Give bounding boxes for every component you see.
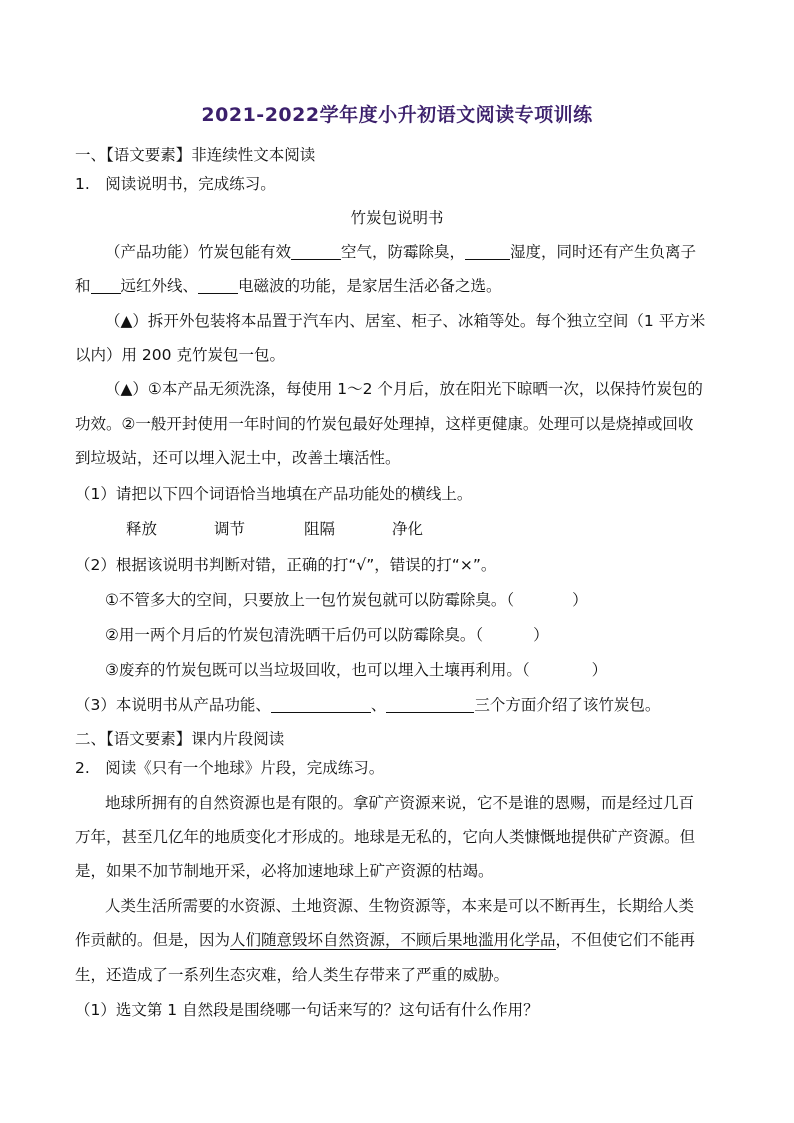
blank-2[interactable] (465, 243, 510, 260)
paragraph-care-line2: 功效。②一般开封使用一年时间的竹炭包最好处理掉，这样更健康。处理可以是烧掉或回收 (75, 415, 694, 433)
page-title: 2021-2022学年度小升初语文阅读专项训练 (201, 104, 593, 126)
question1-intro: 1. 阅读说明书，完成练习。 (75, 175, 276, 193)
paragraph-care-line3: 到垃圾站，还可以埋入泥土中，改善土壤活性。 (75, 449, 401, 467)
word-bank-item: 净化 (392, 520, 424, 538)
question2-intro: 2. 阅读《只有一个地球》片段，完成练习。 (75, 759, 385, 777)
subquestion-2: （2）根据该说明书判断对错，正确的打“√”，错误的打“×”。 (75, 556, 497, 574)
word-bank-item: 阻隔 (304, 520, 336, 538)
blank-6[interactable] (386, 696, 474, 713)
subquestion-3: （3）本说明书从产品功能、 、 三个方面介绍了该竹炭包。 (75, 696, 661, 714)
passage-para2-line2: 作贡献的。但是，因为人们随意毁坏自然资源，不顾后果地滥用化学品，不但使它们不能再 (75, 931, 696, 949)
section2-heading: 二、【语文要素】课内片段阅读 (75, 730, 285, 748)
word-bank-item: 释放 (126, 520, 158, 538)
blank-4[interactable] (198, 277, 238, 294)
paragraph-usage-line2: 以内）用 200 克竹炭包一包。 (75, 346, 285, 364)
paragraph-function-line2: 和 远红外线、 电磁波的功能，是家居生活必备之选。 (75, 277, 502, 295)
underlined-sentence: 人们随意毁坏自然资源，不顾后果地滥用化学品 (230, 931, 556, 949)
paragraph-usage-line1: （▲）拆开外包装将本品置于汽车内、居室、柜子、冰箱等处。每个独立空间（1 平方米 (105, 312, 706, 330)
passage-para1-line2: 万年，甚至几亿年的地质变化才形成的。地球是无私的，它向人类慷慨地提供矿产资源。但 (75, 828, 696, 846)
section2-subquestion-1: （1）选文第 1 自然段是围绕哪一句话来写的？这句话有什么作用？ (75, 1001, 539, 1019)
passage-para1-line3: 是，如果不加节制地开采，必将加速地球上矿产资源的枯竭。 (75, 862, 494, 880)
blank-5[interactable] (271, 696, 371, 713)
passage-para2-line3: 生，还造成了一系列生态灾难，给人类生存带来了严重的威胁。 (75, 966, 510, 984)
word-bank (126, 518, 423, 540)
judgment-3: ③废弃的竹炭包既可以当垃圾回收，也可以埋入土壤再利用。（ ） (105, 661, 608, 679)
judgment-1: ①不管多大的空间，只要放上一包竹炭包就可以防霉除臭。（ ） (105, 591, 588, 609)
paragraph-care-line1: （▲）①本产品无须洗涤，每使用 1～2 个月后，放在阳光下晾晒一次，以保持竹炭包的 (105, 380, 703, 398)
section1-heading: 一、【语文要素】非连续性文本阅读 (75, 146, 316, 164)
word-bank-item: 调节 (214, 520, 246, 538)
blank-1[interactable] (291, 243, 341, 260)
paragraph-function-line1: （产品功能）竹炭包能有效 空气，防霉除臭， 湿度，同时还有产生负离子 (105, 243, 697, 261)
blank-3[interactable] (91, 277, 121, 294)
document-subtitle: 竹炭包说明书 (350, 209, 444, 227)
subquestion-1: （1）请把以下四个词语恰当地填在产品功能处的横线上。 (75, 485, 473, 503)
passage-para2-line1: 人类生活所需要的水资源、土地资源、生物资源等，本来是可以不断再生，长期给人类 (105, 897, 695, 915)
passage-para1-line1: 地球所拥有的自然资源也是有限的。拿矿产资源来说，它不是谁的恩赐，而是经过几百 (105, 794, 695, 812)
judgment-2: ②用一两个月后的竹炭包清洗晒干后仍可以防霉除臭。（ ） (105, 626, 549, 644)
